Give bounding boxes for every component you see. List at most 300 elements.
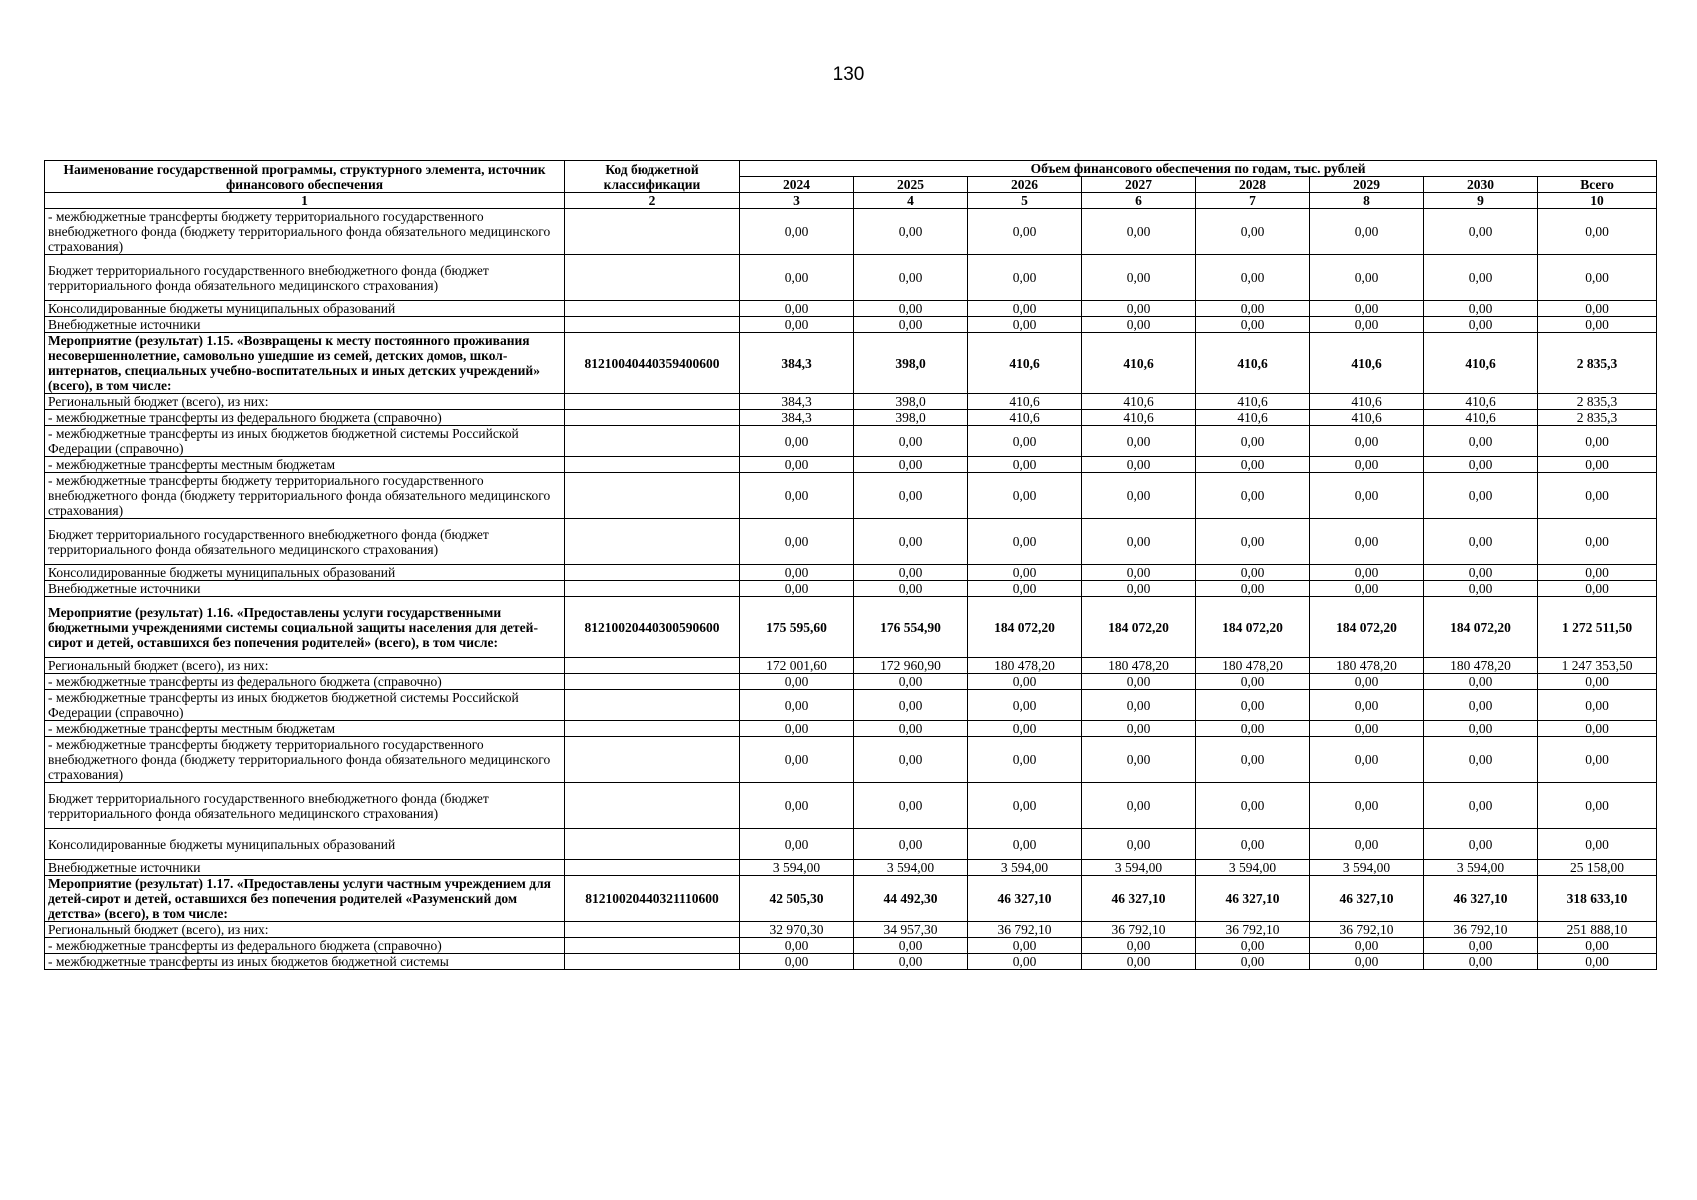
table-row <box>45 581 1657 597</box>
row-value: 410,6 <box>1196 394 1310 410</box>
row-name: Региональный бюджет (всего), из них: <box>45 394 565 410</box>
column-number: 1 <box>45 193 565 209</box>
row-value: 0,00 <box>854 938 968 954</box>
table-row <box>45 457 1657 473</box>
row-value: 0,00 <box>854 426 968 457</box>
row-value: 0,00 <box>854 473 968 519</box>
row-total: 0,00 <box>1538 519 1657 565</box>
row-value: 0,00 <box>1082 690 1196 721</box>
row-value: 0,00 <box>1082 209 1196 255</box>
table-row <box>45 783 1657 829</box>
row-code: 81210040440359400600 <box>565 333 740 394</box>
row-value: 0,00 <box>1424 737 1538 783</box>
row-value: 0,00 <box>854 737 968 783</box>
row-name: Мероприятие (результат) 1.16. «Предоставлены услуги государственными бюджетными учреждениями системы социальной защиты населения для детей-сирот и детей, оставшихся без попечения родителей» (всего), в том числе: <box>45 597 565 658</box>
header-year: 2024 <box>740 177 854 193</box>
row-value: 0,00 <box>740 954 854 970</box>
header-total: Всего <box>1538 177 1657 193</box>
row-code <box>565 255 740 301</box>
row-value: 0,00 <box>854 519 968 565</box>
row-value: 0,00 <box>740 737 854 783</box>
row-value: 3 594,00 <box>854 860 968 876</box>
row-code <box>565 426 740 457</box>
row-value: 46 327,10 <box>1424 876 1538 922</box>
row-value: 0,00 <box>854 721 968 737</box>
row-value: 410,6 <box>1310 410 1424 426</box>
row-name: - межбюджетные трансферты из федерального бюджета (справочно) <box>45 674 565 690</box>
row-value: 0,00 <box>968 565 1082 581</box>
row-value: 36 792,10 <box>1082 922 1196 938</box>
row-value: 0,00 <box>1310 565 1424 581</box>
row-value: 0,00 <box>740 674 854 690</box>
row-value: 0,00 <box>740 255 854 301</box>
table-row <box>45 954 1657 970</box>
row-value: 172 960,90 <box>854 658 968 674</box>
row-value: 32 970,30 <box>740 922 854 938</box>
table-row <box>45 394 1657 410</box>
table-row <box>45 658 1657 674</box>
row-name: Консолидированные бюджеты муниципальных образований <box>45 301 565 317</box>
row-value: 0,00 <box>854 829 968 860</box>
table-row <box>45 333 1657 394</box>
row-value: 0,00 <box>1082 783 1196 829</box>
table-row <box>45 674 1657 690</box>
row-code <box>565 565 740 581</box>
row-name: - межбюджетные трансферты местным бюджетам <box>45 457 565 473</box>
column-number: 7 <box>1196 193 1310 209</box>
row-name: - межбюджетные трансферты бюджету территориального государственного внебюджетного фонда (бюджету территориального фонда обязательного медицинского страхования) <box>45 473 565 519</box>
row-value: 410,6 <box>1424 410 1538 426</box>
row-code <box>565 473 740 519</box>
row-value: 0,00 <box>1196 954 1310 970</box>
row-name: Внебюджетные источники <box>45 860 565 876</box>
row-total: 0,00 <box>1538 938 1657 954</box>
row-total: 0,00 <box>1538 737 1657 783</box>
row-value: 0,00 <box>1310 301 1424 317</box>
row-total: 0,00 <box>1538 674 1657 690</box>
row-value: 3 594,00 <box>1196 860 1310 876</box>
row-value: 0,00 <box>1424 690 1538 721</box>
row-code <box>565 954 740 970</box>
table-row <box>45 876 1657 922</box>
row-name: - межбюджетные трансферты из федерального бюджета (справочно) <box>45 410 565 426</box>
row-code <box>565 519 740 565</box>
row-value: 398,0 <box>854 333 968 394</box>
column-number: 5 <box>968 193 1082 209</box>
row-total: 0,00 <box>1538 581 1657 597</box>
table-row <box>45 301 1657 317</box>
row-name: - межбюджетные трансферты бюджету территориального государственного внебюджетного фонда (бюджету территориального фонда обязательного медицинского страхования) <box>45 737 565 783</box>
row-value: 0,00 <box>968 783 1082 829</box>
table-body <box>45 209 1657 970</box>
row-value: 0,00 <box>1310 317 1424 333</box>
row-value: 0,00 <box>1082 317 1196 333</box>
row-value: 0,00 <box>968 721 1082 737</box>
row-value: 0,00 <box>1196 473 1310 519</box>
row-value: 184 072,20 <box>1082 597 1196 658</box>
row-value: 0,00 <box>740 209 854 255</box>
row-value: 36 792,10 <box>968 922 1082 938</box>
row-value: 0,00 <box>1196 426 1310 457</box>
row-value: 0,00 <box>854 690 968 721</box>
row-total: 0,00 <box>1538 457 1657 473</box>
row-value: 384,3 <box>740 410 854 426</box>
row-value: 0,00 <box>740 317 854 333</box>
row-value: 0,00 <box>968 690 1082 721</box>
table-row <box>45 922 1657 938</box>
row-total: 0,00 <box>1538 721 1657 737</box>
row-value: 0,00 <box>854 954 968 970</box>
row-value: 0,00 <box>1082 674 1196 690</box>
row-value: 0,00 <box>740 457 854 473</box>
row-value: 175 595,60 <box>740 597 854 658</box>
row-value: 410,6 <box>968 333 1082 394</box>
row-value: 0,00 <box>854 783 968 829</box>
row-value: 0,00 <box>740 519 854 565</box>
row-value: 0,00 <box>1424 209 1538 255</box>
table-row <box>45 938 1657 954</box>
row-total: 1 272 511,50 <box>1538 597 1657 658</box>
row-value: 0,00 <box>1424 426 1538 457</box>
row-total: 0,00 <box>1538 690 1657 721</box>
row-value: 0,00 <box>968 317 1082 333</box>
row-total: 0,00 <box>1538 783 1657 829</box>
row-value: 42 505,30 <box>740 876 854 922</box>
row-total: 251 888,10 <box>1538 922 1657 938</box>
row-value: 410,6 <box>1082 410 1196 426</box>
row-value: 3 594,00 <box>968 860 1082 876</box>
row-value: 36 792,10 <box>1424 922 1538 938</box>
row-code <box>565 674 740 690</box>
row-value: 0,00 <box>1196 783 1310 829</box>
row-value: 3 594,00 <box>1310 860 1424 876</box>
row-value: 3 594,00 <box>1082 860 1196 876</box>
row-value: 0,00 <box>1196 301 1310 317</box>
row-value: 0,00 <box>1424 317 1538 333</box>
row-value: 46 327,10 <box>1196 876 1310 922</box>
row-value: 46 327,10 <box>968 876 1082 922</box>
row-value: 0,00 <box>1310 457 1424 473</box>
row-value: 410,6 <box>1424 394 1538 410</box>
table-row <box>45 426 1657 457</box>
row-total: 0,00 <box>1538 255 1657 301</box>
row-value: 0,00 <box>740 783 854 829</box>
table-row <box>45 317 1657 333</box>
row-total: 0,00 <box>1538 317 1657 333</box>
row-total: 0,00 <box>1538 426 1657 457</box>
row-value: 0,00 <box>1196 209 1310 255</box>
row-value: 180 478,20 <box>1082 658 1196 674</box>
row-name: Региональный бюджет (всего), из них: <box>45 658 565 674</box>
header-year: 2030 <box>1424 177 1538 193</box>
row-value: 410,6 <box>968 394 1082 410</box>
column-number: 6 <box>1082 193 1196 209</box>
row-total: 0,00 <box>1538 954 1657 970</box>
row-name: Бюджет территориального государственного внебюджетного фонда (бюджет территориального фонда обязательного медицинского страхования) <box>45 519 565 565</box>
row-value: 0,00 <box>740 721 854 737</box>
row-value: 410,6 <box>968 410 1082 426</box>
row-total: 0,00 <box>1538 473 1657 519</box>
row-code <box>565 394 740 410</box>
row-value: 0,00 <box>854 317 968 333</box>
row-code <box>565 410 740 426</box>
row-value: 0,00 <box>1310 721 1424 737</box>
row-code <box>565 317 740 333</box>
row-value: 180 478,20 <box>1196 658 1310 674</box>
row-value: 0,00 <box>740 690 854 721</box>
row-total: 2 835,3 <box>1538 333 1657 394</box>
row-value: 0,00 <box>740 938 854 954</box>
row-code <box>565 922 740 938</box>
row-value: 0,00 <box>1196 565 1310 581</box>
row-value: 0,00 <box>854 301 968 317</box>
row-value: 0,00 <box>740 426 854 457</box>
row-value: 0,00 <box>1082 255 1196 301</box>
row-value: 0,00 <box>1424 783 1538 829</box>
row-name: - межбюджетные трансферты из федерального бюджета (справочно) <box>45 938 565 954</box>
column-number: 8 <box>1310 193 1424 209</box>
row-value: 0,00 <box>1424 457 1538 473</box>
row-total: 318 633,10 <box>1538 876 1657 922</box>
column-number: 9 <box>1424 193 1538 209</box>
header-year: 2029 <box>1310 177 1424 193</box>
row-value: 0,00 <box>740 473 854 519</box>
row-value: 398,0 <box>854 410 968 426</box>
table-row <box>45 473 1657 519</box>
row-value: 0,00 <box>1310 954 1424 970</box>
row-value: 0,00 <box>1082 519 1196 565</box>
row-value: 410,6 <box>1082 333 1196 394</box>
row-value: 0,00 <box>854 255 968 301</box>
row-value: 0,00 <box>1082 301 1196 317</box>
row-value: 0,00 <box>968 473 1082 519</box>
row-code <box>565 457 740 473</box>
row-value: 398,0 <box>854 394 968 410</box>
row-name: Бюджет территориального государственного внебюджетного фонда (бюджет территориального фонда обязательного медицинского страхования) <box>45 783 565 829</box>
row-value: 0,00 <box>1310 783 1424 829</box>
row-value: 46 327,10 <box>1310 876 1424 922</box>
row-value: 0,00 <box>1310 581 1424 597</box>
row-value: 0,00 <box>1310 674 1424 690</box>
row-name: - межбюджетные трансферты бюджету территориального государственного внебюджетного фонда (бюджету территориального фонда обязательного медицинского страхования) <box>45 209 565 255</box>
row-value: 0,00 <box>968 954 1082 970</box>
row-value: 3 594,00 <box>740 860 854 876</box>
row-value: 34 957,30 <box>854 922 968 938</box>
row-value: 0,00 <box>854 209 968 255</box>
row-value: 36 792,10 <box>1196 922 1310 938</box>
row-value: 184 072,20 <box>968 597 1082 658</box>
row-total: 2 835,3 <box>1538 410 1657 426</box>
row-code <box>565 737 740 783</box>
row-name: Региональный бюджет (всего), из них: <box>45 922 565 938</box>
row-value: 0,00 <box>1424 829 1538 860</box>
row-value: 3 594,00 <box>1424 860 1538 876</box>
table-row <box>45 690 1657 721</box>
row-value: 0,00 <box>1310 473 1424 519</box>
row-value: 410,6 <box>1310 394 1424 410</box>
row-name: Внебюджетные источники <box>45 317 565 333</box>
row-code <box>565 690 740 721</box>
row-name: Мероприятие (результат) 1.15. «Возвращены к месту постоянного проживания несовершеннолетние, самовольно ушедшие из семей, детских домов, школ-интернатов, специальных учебно-воспитательных и иных детских учреждений» (всего), в том числе: <box>45 333 565 394</box>
row-value: 180 478,20 <box>1310 658 1424 674</box>
row-value: 0,00 <box>1424 301 1538 317</box>
row-value: 410,6 <box>1082 394 1196 410</box>
table-row <box>45 829 1657 860</box>
row-value: 384,3 <box>740 333 854 394</box>
table-row <box>45 519 1657 565</box>
row-value: 0,00 <box>1196 519 1310 565</box>
row-value: 0,00 <box>1082 473 1196 519</box>
row-value: 0,00 <box>1196 737 1310 783</box>
row-name: Внебюджетные источники <box>45 581 565 597</box>
row-total: 0,00 <box>1538 829 1657 860</box>
row-value: 0,00 <box>740 301 854 317</box>
row-value: 0,00 <box>1196 457 1310 473</box>
row-code <box>565 829 740 860</box>
row-code <box>565 301 740 317</box>
row-value: 0,00 <box>968 829 1082 860</box>
row-total: 25 158,00 <box>1538 860 1657 876</box>
row-value: 0,00 <box>968 674 1082 690</box>
row-value: 0,00 <box>1196 317 1310 333</box>
row-value: 0,00 <box>1082 938 1196 954</box>
row-value: 180 478,20 <box>1424 658 1538 674</box>
row-value: 0,00 <box>1082 426 1196 457</box>
row-value: 0,00 <box>1424 954 1538 970</box>
row-value: 0,00 <box>1196 690 1310 721</box>
row-value: 0,00 <box>1424 721 1538 737</box>
header-code-col: Код бюджетной классификации <box>565 161 740 193</box>
table-row <box>45 209 1657 255</box>
row-code <box>565 581 740 597</box>
row-code <box>565 721 740 737</box>
row-total: 0,00 <box>1538 565 1657 581</box>
row-value: 0,00 <box>1196 674 1310 690</box>
row-value: 0,00 <box>1310 829 1424 860</box>
header-name-col: Наименование государственной программы, структурного элемента, источник финансового обеспечения <box>45 161 565 193</box>
row-value: 0,00 <box>1424 581 1538 597</box>
row-value: 184 072,20 <box>1310 597 1424 658</box>
row-value: 36 792,10 <box>1310 922 1424 938</box>
row-value: 0,00 <box>1196 255 1310 301</box>
row-value: 0,00 <box>968 737 1082 783</box>
row-value: 0,00 <box>1082 581 1196 597</box>
row-value: 0,00 <box>968 301 1082 317</box>
header-group: Объем финансового обеспечения по годам, тыс. рублей <box>740 161 1657 177</box>
row-name: - межбюджетные трансферты из иных бюджетов бюджетной системы Российской Федерации (справочно) <box>45 426 565 457</box>
row-value: 0,00 <box>1424 674 1538 690</box>
header-year: 2027 <box>1082 177 1196 193</box>
row-total: 2 835,3 <box>1538 394 1657 410</box>
row-value: 176 554,90 <box>854 597 968 658</box>
row-value: 0,00 <box>1310 938 1424 954</box>
row-value: 0,00 <box>1082 954 1196 970</box>
row-name: Консолидированные бюджеты муниципальных образований <box>45 565 565 581</box>
table-row <box>45 860 1657 876</box>
row-value: 410,6 <box>1424 333 1538 394</box>
row-value: 0,00 <box>1082 457 1196 473</box>
table-row <box>45 565 1657 581</box>
row-value: 0,00 <box>1310 255 1424 301</box>
row-value: 0,00 <box>968 938 1082 954</box>
row-code <box>565 860 740 876</box>
row-value: 0,00 <box>1196 829 1310 860</box>
row-name: Бюджет территориального государственного внебюджетного фонда (бюджет территориального фонда обязательного медицинского страхования) <box>45 255 565 301</box>
row-value: 0,00 <box>1082 829 1196 860</box>
row-value: 0,00 <box>968 209 1082 255</box>
row-value: 0,00 <box>1196 581 1310 597</box>
table-row <box>45 410 1657 426</box>
row-value: 0,00 <box>854 565 968 581</box>
header-year: 2026 <box>968 177 1082 193</box>
row-value: 0,00 <box>1196 721 1310 737</box>
row-value: 0,00 <box>1310 209 1424 255</box>
row-name: Мероприятие (результат) 1.17. «Предоставлены услуги частным учреждением для детей-сирот и детей, оставшихся без попечения родителей «Разуменский дом детства» (всего), в том числе: <box>45 876 565 922</box>
header-year: 2025 <box>854 177 968 193</box>
row-value: 180 478,20 <box>968 658 1082 674</box>
row-value: 0,00 <box>968 426 1082 457</box>
row-value: 0,00 <box>1196 938 1310 954</box>
row-code: 81210020440321110600 <box>565 876 740 922</box>
row-value: 0,00 <box>854 674 968 690</box>
row-name: Консолидированные бюджеты муниципальных образований <box>45 829 565 860</box>
column-number: 4 <box>854 193 968 209</box>
budget-table <box>44 160 1657 970</box>
row-value: 0,00 <box>1424 473 1538 519</box>
column-number: 3 <box>740 193 854 209</box>
row-value: 0,00 <box>1424 938 1538 954</box>
row-value: 172 001,60 <box>740 658 854 674</box>
column-number: 2 <box>565 193 740 209</box>
row-value: 0,00 <box>1310 737 1424 783</box>
row-code <box>565 938 740 954</box>
row-value: 0,00 <box>968 255 1082 301</box>
row-value: 0,00 <box>968 457 1082 473</box>
row-value: 0,00 <box>1082 721 1196 737</box>
row-value: 184 072,20 <box>1196 597 1310 658</box>
page-number: 130 <box>832 64 865 85</box>
column-number: 10 <box>1538 193 1657 209</box>
row-value: 0,00 <box>1424 565 1538 581</box>
row-code: 81210020440300590600 <box>565 597 740 658</box>
row-value: 44 492,30 <box>854 876 968 922</box>
row-value: 0,00 <box>854 457 968 473</box>
row-code <box>565 783 740 829</box>
row-value: 0,00 <box>1082 565 1196 581</box>
row-value: 0,00 <box>968 519 1082 565</box>
row-value: 410,6 <box>1310 333 1424 394</box>
row-code <box>565 209 740 255</box>
row-name: - межбюджетные трансферты местным бюджетам <box>45 721 565 737</box>
row-value: 384,3 <box>740 394 854 410</box>
row-value: 0,00 <box>1082 737 1196 783</box>
row-total: 0,00 <box>1538 209 1657 255</box>
table-row <box>45 737 1657 783</box>
table-row <box>45 255 1657 301</box>
row-value: 0,00 <box>740 565 854 581</box>
row-name: - межбюджетные трансферты из иных бюджетов бюджетной системы <box>45 954 565 970</box>
row-value: 0,00 <box>854 581 968 597</box>
row-value: 0,00 <box>1424 519 1538 565</box>
row-value: 0,00 <box>740 581 854 597</box>
row-value: 0,00 <box>1310 519 1424 565</box>
row-name: - межбюджетные трансферты из иных бюджетов бюджетной системы Российской Федерации (справочно) <box>45 690 565 721</box>
row-value: 410,6 <box>1196 333 1310 394</box>
row-value: 0,00 <box>1310 426 1424 457</box>
row-code <box>565 658 740 674</box>
row-value: 0,00 <box>968 581 1082 597</box>
table-row <box>45 597 1657 658</box>
